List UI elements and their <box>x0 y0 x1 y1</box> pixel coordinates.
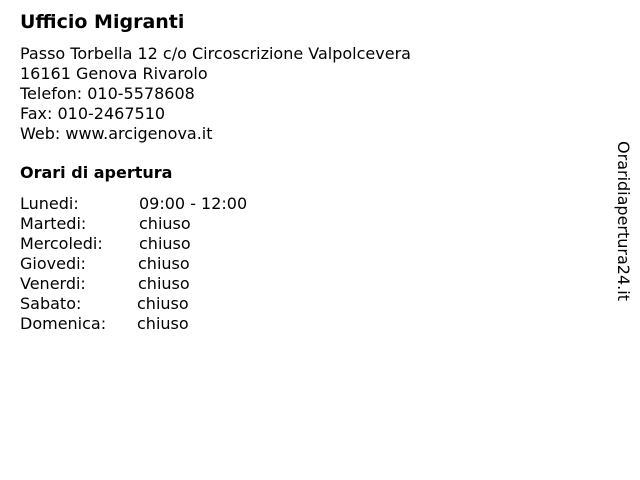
day-label: Martedi: <box>20 214 87 233</box>
address-block <box>20 44 411 144</box>
day-label: Sabato: <box>20 294 82 313</box>
address-street: Passo Torbella 12 c/o Circoscrizione Valpolcevera <box>20 44 411 63</box>
hours-heading: Orari di apertura <box>20 163 173 182</box>
address-city: 16161 Genova Rivarolo <box>20 64 208 83</box>
day-hours: chiuso <box>137 294 189 313</box>
day-hours: chiuso <box>138 254 190 273</box>
day-hours: chiuso <box>139 214 191 233</box>
day-label: Mercoledi: <box>20 234 103 253</box>
day-label: Venerdi: <box>20 274 86 293</box>
day-label: Giovedi: <box>20 254 86 273</box>
business-name: Ufficio Migranti <box>20 11 185 33</box>
day-label: Lunedi: <box>20 194 79 213</box>
day-label: Domenica: <box>20 314 107 333</box>
website: Web: www.arcigenova.it <box>20 124 213 143</box>
day-hours: chiuso <box>139 234 191 253</box>
fax-number: Fax: 010-2467510 <box>20 104 166 123</box>
site-watermark: Oraridiapertura24.it <box>614 141 633 301</box>
day-hours: chiuso <box>138 274 190 293</box>
phone-number: Telefon: 010-5578608 <box>20 84 195 103</box>
day-hours: chiuso <box>137 314 189 333</box>
day-hours: 09:00 - 12:00 <box>139 194 248 213</box>
